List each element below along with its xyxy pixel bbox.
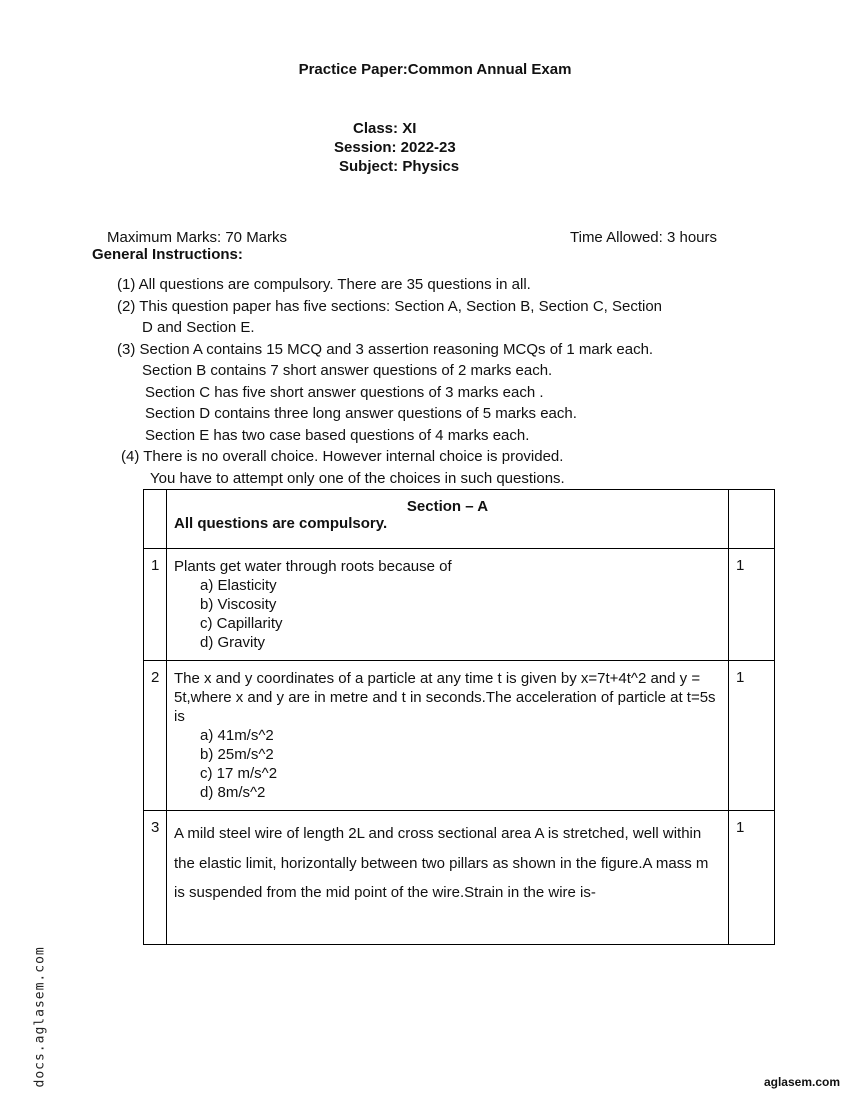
- instructions-heading: General Instructions:: [92, 246, 243, 263]
- option-item: a) Elasticity: [200, 577, 277, 594]
- question-number: 1: [144, 549, 167, 661]
- watermark: docs.aglasem.com: [32, 946, 48, 1088]
- questions-table: [143, 489, 775, 945]
- table-row: [144, 661, 775, 811]
- instruction-line: (1) All questions are compulsory. There are 35 questions in all.: [117, 276, 531, 293]
- instruction-line: Section C has five short answer questions of 3 marks each .: [145, 384, 544, 401]
- section-subtitle: All questions are compulsory.: [174, 515, 388, 532]
- option-item: b) Viscosity: [200, 596, 277, 613]
- instruction-line: Section E has two case based questions of 4 marks each.: [145, 427, 530, 444]
- instruction-line: Section D contains three long answer questions of 5 marks each.: [145, 405, 577, 422]
- instruction-line: You have to attempt only one of the choices in such questions.: [150, 470, 565, 487]
- instruction-line: (4) There is no overall choice. However internal choice is provided.: [121, 448, 564, 465]
- question-marks: 1: [729, 549, 775, 661]
- time-allowed: Time Allowed: 3 hours: [570, 229, 718, 246]
- question-cell: [167, 549, 729, 661]
- option-item: a) 41m/s^2: [200, 727, 274, 744]
- question-cell: [167, 661, 729, 811]
- option-item: d) Gravity: [200, 634, 266, 651]
- section-header-row: [144, 490, 775, 549]
- question-text: The x and y coordinates of a particle at any time t is given by x=7t+4t^2 and y = 5t,where x and y are in metre and t in seconds.The acceleration of particle at t=5s is: [174, 670, 716, 725]
- question-number: 3: [144, 811, 167, 945]
- session-line: Session: 2022-23: [334, 139, 456, 156]
- option-item: d) 8m/s^2: [200, 784, 266, 801]
- question-text: A mild steel wire of length 2L and cross sectional area A is stretched, well within the elastic limit, horizontally between two pillars as shown in the figure.A mass m is suspended from the mid point of the wire.Strain in the wire is-: [174, 825, 709, 901]
- empty-cell: [729, 490, 775, 549]
- instruction-line: D and Section E.: [142, 319, 255, 336]
- section-header-cell: [167, 490, 729, 549]
- instruction-line: Section B contains 7 short answer questions of 2 marks each.: [142, 362, 553, 379]
- options-list: [174, 576, 721, 652]
- option-item: c) 17 m/s^2: [200, 765, 278, 782]
- footer-site: aglasem.com: [763, 1075, 840, 1089]
- question-cell: [167, 811, 729, 945]
- option-item: b) 25m/s^2: [200, 746, 274, 763]
- instruction-line: (2) This question paper has five sections: Section A, Section B, Section C, Section: [117, 298, 663, 315]
- question-number: 2: [144, 661, 167, 811]
- paper-title: Practice Paper:Common Annual Exam: [298, 61, 572, 78]
- section-title: Section – A: [406, 498, 489, 515]
- subject-line: Subject: Physics: [339, 158, 460, 175]
- instruction-line: (3) Section A contains 15 MCQ and 3 assertion reasoning MCQs of 1 mark each.: [117, 341, 654, 358]
- empty-cell: [144, 490, 167, 549]
- question-marks: 1: [729, 661, 775, 811]
- table-row: [144, 811, 775, 945]
- max-marks: Maximum Marks: 70 Marks: [107, 229, 288, 246]
- options-list: [174, 726, 721, 802]
- question-text: Plants get water through roots because of: [174, 558, 452, 575]
- question-marks: 1: [729, 811, 775, 945]
- class-line: Class: XI: [353, 120, 417, 137]
- option-item: c) Capillarity: [200, 615, 283, 632]
- table-row: [144, 549, 775, 661]
